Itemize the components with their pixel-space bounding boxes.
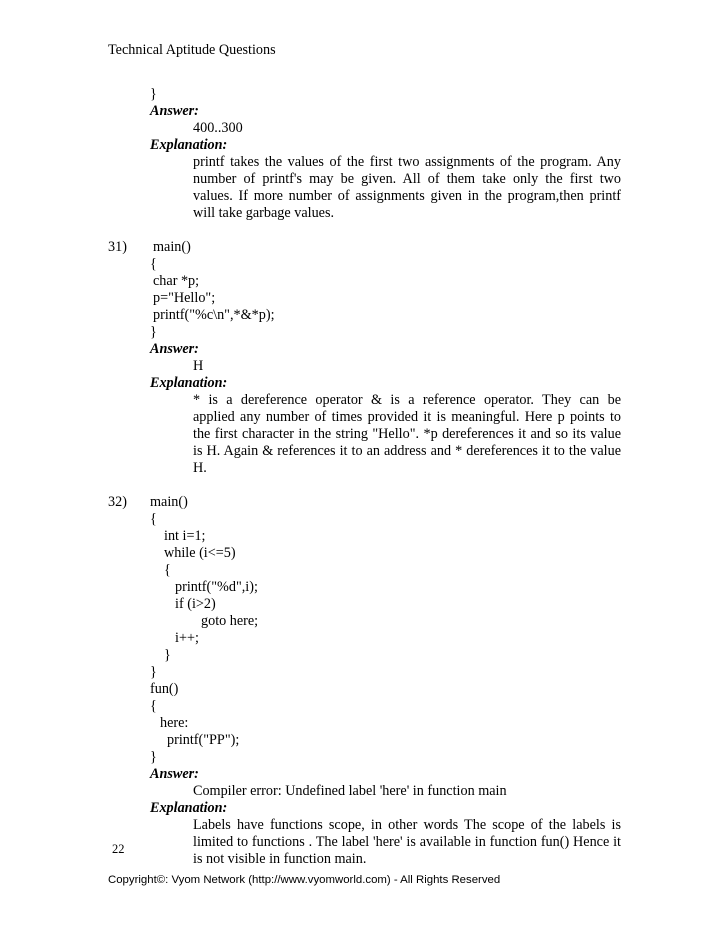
code-line: {: [164, 562, 171, 578]
code-line: i++;: [175, 630, 199, 646]
explanation-label: Explanation:: [150, 137, 228, 153]
code-line: }: [164, 647, 171, 663]
answer-text: Compiler error: Undefined label 'here' in function main: [193, 783, 507, 799]
code-line: {: [150, 511, 157, 527]
explanation-label: Explanation:: [150, 800, 228, 816]
explanation-line: limited to functions . The label 'here' is available in function fun() Hence it: [193, 834, 621, 850]
code-line: p="Hello";: [153, 290, 216, 306]
page-number: 22: [112, 842, 125, 856]
code-line: {: [150, 698, 157, 714]
code-line: fun(): [150, 681, 179, 697]
code-line: int i=1;: [164, 528, 206, 544]
explanation-line: values. If more number of assignments given in the program,then printf: [193, 188, 621, 204]
code-line: main(): [153, 239, 191, 255]
answer-text: H: [193, 358, 204, 374]
page-footer: Copyright©: Vyom Network (http://www.vyomworld.com) - All Rights Reserved: [108, 874, 501, 886]
code-line: }: [150, 86, 157, 102]
explanation-line: will take garbage values.: [193, 205, 335, 221]
explanation-line: number of printf's may be given. All of them take only the first two: [193, 171, 621, 187]
explanation-line: applied any number of times provided it is meaningful. Here p points to: [193, 409, 621, 425]
code-line: here:: [160, 715, 189, 731]
explanation-line: is H. Again & references it to an address and * dereferences it to the value: [193, 443, 621, 459]
code-line: main(): [150, 494, 188, 510]
question-number: 31): [108, 239, 127, 255]
answer-label: Answer:: [150, 766, 199, 782]
code-line: if (i>2): [175, 596, 216, 612]
answer-label: Answer:: [150, 103, 199, 119]
explanation-line: Labels have functions scope, in other words The scope of the labels is: [193, 817, 621, 833]
explanation-line: printf takes the values of the first two assignments of the program. Any: [193, 154, 621, 170]
code-line: }: [150, 324, 157, 340]
code-line: printf("%d",i);: [175, 579, 258, 595]
explanation-label: Explanation:: [150, 375, 228, 391]
code-line: }: [150, 664, 157, 680]
page-header: Technical Aptitude Questions: [108, 42, 276, 58]
explanation-line: * is a dereference operator & is a reference operator. They can be: [193, 392, 621, 408]
answer-label: Answer:: [150, 341, 199, 357]
code-line: }: [150, 749, 157, 765]
explanation-line: the first character in the string "Hello". *p dereferences it and so its value: [193, 426, 621, 442]
explanation-line: H.: [193, 460, 207, 476]
code-line: printf("PP");: [167, 732, 240, 748]
code-line: char *p;: [153, 273, 200, 289]
code-line: while (i<=5): [164, 545, 236, 561]
code-line: goto here;: [201, 613, 259, 629]
code-line: {: [150, 256, 157, 272]
code-line: printf("%c\n",*&*p);: [153, 307, 275, 323]
question-number: 32): [108, 494, 127, 510]
answer-text: 400..300: [193, 120, 243, 136]
explanation-line: is not visible in function main.: [193, 851, 367, 867]
